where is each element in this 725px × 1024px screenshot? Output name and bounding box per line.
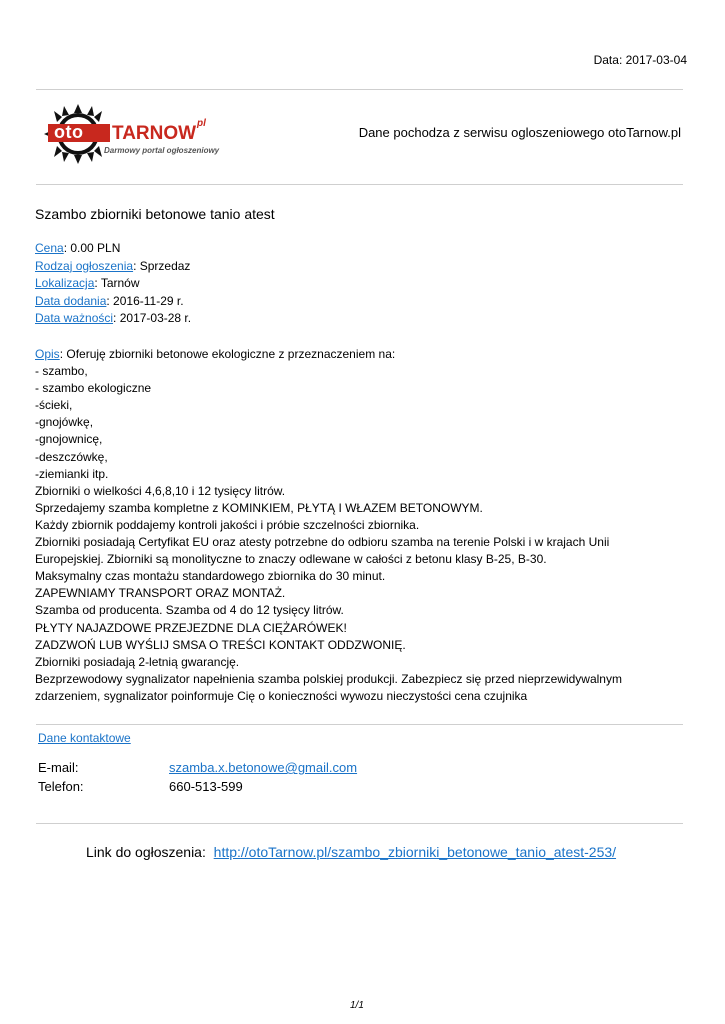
description-line: Bezprzewodowy sygnalizator napełnienia szamba polskiej produkcji. Zabezpiecz się przed nieprzewidywalnym <box>35 671 622 686</box>
contact-heading-link[interactable]: Dane kontaktowe <box>38 731 131 745</box>
logo-tagline: Darmowy portal ogłoszeniowy <box>104 146 220 155</box>
field-date-added-value: : 2016-11-29 r. <box>106 293 184 308</box>
description-line: ZAPEWNIAMY TRANSPORT ORAZ MONTAŻ. <box>35 586 286 601</box>
field-location <box>35 275 191 293</box>
phone-value: 660-513-599 <box>169 779 243 794</box>
description-line: Szamba od producenta. Szamba od 4 do 12 tysięcy litrów. <box>35 603 344 618</box>
field-type-label[interactable]: Rodzaj ogłoszenia <box>35 258 134 273</box>
field-type-value: : Sprzedaz <box>133 258 191 273</box>
ad-details <box>35 240 191 328</box>
logo-suffix-text: pl <box>197 118 206 129</box>
contact-phone-row <box>38 777 357 796</box>
field-date-added <box>35 293 191 311</box>
description-line <box>35 346 695 363</box>
logo-oto-text: oto <box>54 122 84 142</box>
description-line: ZADZWOŃ LUB WYŚLIJ SMSA O TREŚCI KONTAKT ODDZWONIĘ. <box>35 637 406 652</box>
description-line: -ścieki, <box>35 398 73 413</box>
description-line: -gnojówkę, <box>35 415 94 430</box>
description-line: -gnojownicę, <box>35 432 103 447</box>
source-note: Dane pochodza z serwisu ogloszeniowego otoTarnow.pl <box>358 125 681 140</box>
description-text: : Oferuję zbiorniki betonowe ekologiczne z przeznaczeniem na: <box>59 347 396 361</box>
contact-email-row <box>38 758 357 777</box>
description-line: -ziemianki itp. <box>35 466 109 481</box>
contact-details <box>38 758 357 796</box>
email-label: E-mail: <box>38 760 79 775</box>
email-link[interactable]: szamba.x.betonowe@gmail.com <box>169 760 358 775</box>
description-line: Maksymalny czas montażu standardowego zbiornika do 30 minut. <box>35 569 386 584</box>
field-expiry-label[interactable]: Data ważności <box>35 311 114 325</box>
field-location-value: : Tarnów <box>94 276 140 290</box>
description-line: Zbiorniki o wielkości 4,6,8,10 i 12 tysięcy litrów. <box>35 483 286 498</box>
field-price <box>35 240 191 258</box>
field-date-added-label[interactable]: Data dodania <box>35 293 107 308</box>
divider-top <box>36 89 683 90</box>
document-date: Data: 2017-03-04 <box>593 53 687 67</box>
description-line: Europejskiej. Zbiorniki są monolityczne to znaczy odlewane w całości z betonu klasy B-25, B-30. <box>35 552 547 567</box>
description-line: PŁYTY NAJAZDOWE PRZEJEZDNE DLA CIĘŻARÓWEK! <box>35 620 347 635</box>
description-line: -deszczówkę, <box>35 449 108 464</box>
divider-footer <box>36 823 683 824</box>
description-label[interactable]: Opis <box>35 347 60 361</box>
field-price-label[interactable]: Cena <box>35 241 64 255</box>
description-line: Sprzedajemy szamba kompletne z KOMINKIEM, PŁYTĄ I WŁAZEM BETONOWYM. <box>35 500 483 515</box>
field-type <box>35 258 191 276</box>
logo-city-text: TARNOW <box>112 123 197 144</box>
description-line: Zbiorniki posiadają Certyfikat EU oraz atesty potrzebne do odbioru szamba na terenie Polski i w krajach Unii <box>35 535 610 550</box>
page-number: 1/1 <box>350 1000 364 1011</box>
description-line: - szambo ekologiczne <box>35 381 152 396</box>
ad-title: Szambo zbiorniki betonowe tanio atest <box>35 206 275 222</box>
divider-header <box>36 184 683 185</box>
description-line: Zbiorniki posiadają 2-letnią gwarancję. <box>35 654 240 669</box>
description-line: - szambo, <box>35 364 88 379</box>
field-expiry <box>35 310 191 328</box>
ad-description <box>35 346 695 705</box>
ad-link-row <box>86 844 616 860</box>
ad-link-label: Link do ogłoszenia: <box>86 844 206 860</box>
description-line: Każdy zbiornik poddajemy kontroli jakości i próbie szczelności zbiornika. <box>35 517 420 532</box>
field-expiry-value: : 2017-03-28 r. <box>113 311 192 325</box>
divider-contact <box>36 724 683 725</box>
description-line: zdarzeniem, sygnalizator poinformuje Cię o konieczności wywozu nieczystości cena czujnika <box>35 688 528 703</box>
phone-label: Telefon: <box>38 779 84 794</box>
ad-url-link[interactable]: http://otoTarnow.pl/szambo_zbiorniki_betonowe_tanio_atest-253/ <box>213 844 617 860</box>
field-location-label[interactable]: Lokalizacja <box>35 276 95 290</box>
site-logo[interactable] <box>42 103 232 165</box>
field-price-value: : 0.00 PLN <box>63 241 121 255</box>
